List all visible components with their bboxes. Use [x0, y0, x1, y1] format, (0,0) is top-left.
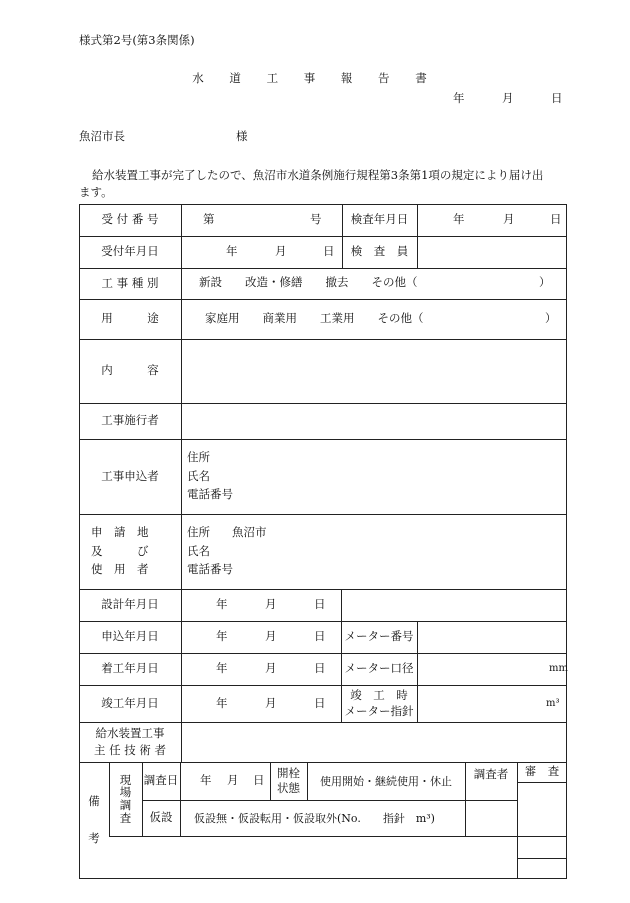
- meter-reading-label-1: 竣 工 時: [350, 687, 408, 702]
- start-date-month: 月: [265, 661, 277, 675]
- intro-text-line-2: ます。: [79, 185, 113, 199]
- meter-reading-label: [341, 685, 417, 722]
- receipt-date-day: 日: [323, 244, 335, 258]
- application-date-month: 月: [265, 629, 277, 643]
- survey-date-year: 年: [200, 773, 212, 787]
- site-survey-char-1: 現: [119, 772, 132, 787]
- temporary-options: 仮設無・仮設転用・仮設取外(No. 指針 m³): [194, 812, 435, 825]
- survey-date-day: 日: [253, 773, 265, 787]
- report-date-year: 年: [453, 91, 465, 105]
- remarks-label: [79, 762, 109, 878]
- receipt-date-month: 月: [275, 244, 287, 258]
- work-type-close: ）: [539, 275, 551, 289]
- completion-date-day: 日: [314, 696, 326, 710]
- receipt-number-label: 受 付 番 号: [101, 212, 159, 227]
- completion-date-year: 年: [216, 696, 228, 710]
- meter-number-label: メーター番号: [344, 629, 414, 644]
- contents-label: 内 容: [101, 363, 159, 378]
- form-number: 様式第2号(第3条関係): [79, 33, 195, 47]
- survey-date-month: 月: [227, 773, 239, 787]
- inspector-label: 検 査 員: [350, 244, 409, 259]
- addressee: 魚沼市長: [79, 129, 125, 143]
- site-user-label: [91, 514, 149, 589]
- site-user-phone-label: 電話番号: [187, 562, 233, 577]
- applicant-phone-label: 電話番号: [187, 487, 233, 502]
- meter-diameter-label: メーター口径: [344, 661, 414, 676]
- remarks-label-bottom: 考: [88, 831, 100, 845]
- inspection-date-day: 日: [550, 212, 562, 226]
- design-date-year: 年: [216, 597, 228, 611]
- usage-label: 用 途: [101, 311, 159, 326]
- design-date-day: 日: [314, 597, 326, 611]
- start-date-day: 日: [314, 661, 326, 675]
- valve-status-options: 使用開始・継続使用・休止: [320, 774, 452, 788]
- survey-date-label: 調査日: [143, 773, 179, 788]
- chief-engineer-label: [79, 722, 181, 762]
- design-date-month: 月: [265, 597, 277, 611]
- site-survey-char-2: 場: [119, 785, 132, 800]
- completion-date-month: 月: [265, 696, 277, 710]
- inspection-date-month: 月: [503, 212, 515, 226]
- intro-text-line-1: 給水装置工事が完了したので、魚沼市水道条例施行規程第3条第1項の規定により届け出: [92, 168, 544, 182]
- valve-status-label-1: 開栓: [277, 765, 300, 780]
- site-survey-label: [109, 762, 142, 836]
- applicant-name-label: 氏名: [187, 468, 210, 483]
- inspection-date-label: 検査年月日: [350, 212, 409, 227]
- valve-status-label: [270, 762, 307, 800]
- usage-close: ）: [545, 311, 557, 325]
- application-date-label: 申込年月日: [101, 629, 159, 644]
- reviewer-label: 審 査: [524, 764, 560, 779]
- completion-date-label: 竣工年月日: [101, 695, 159, 710]
- work-type-label: 工 事 種 別: [101, 275, 159, 290]
- receipt-number-suffix: 号: [310, 212, 322, 226]
- site-user-label-1: 申 請 地: [91, 525, 149, 540]
- meter-reading-label-2: メーター指針: [344, 704, 414, 718]
- applicant-address-label: 住所: [187, 450, 210, 465]
- site-user-address-line: [187, 527, 267, 539]
- report-date-month: 月: [502, 91, 514, 105]
- usage-options: 家庭用 商業用 工業用 その他（: [205, 311, 424, 325]
- site-user-label-3: 使 用 者: [91, 562, 149, 577]
- chief-engineer-label-2: 主 任 技 術 者: [93, 742, 167, 757]
- chief-engineer-label-1: 給水装置工事: [95, 726, 165, 740]
- meter-diameter-unit: mm: [549, 663, 568, 674]
- valve-status-label-2: 状態: [277, 781, 300, 795]
- temporary-label: 仮設: [149, 810, 173, 825]
- design-date-label: 設計年月日: [101, 597, 159, 612]
- site-user-fields: [187, 514, 267, 589]
- site-user-label-2: 及 び: [91, 543, 149, 558]
- addressee-honorific: 様: [236, 129, 248, 143]
- examiner-label: 調査者: [473, 767, 509, 782]
- site-user-name-label: 氏名: [187, 543, 210, 558]
- applicant-label: 工事申込者: [101, 468, 159, 483]
- report-form-table: [79, 204, 567, 879]
- receipt-number-prefix: 第: [203, 212, 215, 226]
- contractor-label: 工事施行者: [101, 413, 159, 428]
- site-survey-char-3: 調: [119, 798, 132, 812]
- work-type-options: 新設 改造・修繕 撤去 その他（: [199, 275, 418, 289]
- document-title: 水 道 工 事 報 告 書: [192, 71, 438, 85]
- receipt-date-year: 年: [226, 244, 238, 258]
- application-date-day: 日: [314, 629, 326, 643]
- report-date-day: 日: [551, 91, 563, 105]
- inspection-date-year: 年: [453, 212, 465, 226]
- application-date-year: 年: [216, 629, 228, 643]
- site-user-city: 魚沼市: [232, 525, 267, 540]
- site-user-address-label: 住所: [187, 525, 210, 540]
- start-date-label: 着工年月日: [101, 661, 159, 676]
- applicant-fields: [187, 439, 233, 514]
- start-date-year: 年: [216, 661, 228, 675]
- remarks-label-top: 備: [88, 794, 100, 809]
- site-survey-char-4: 査: [119, 810, 132, 825]
- receipt-date-label: 受付年月日: [101, 244, 159, 259]
- meter-reading-unit: m³: [546, 698, 560, 709]
